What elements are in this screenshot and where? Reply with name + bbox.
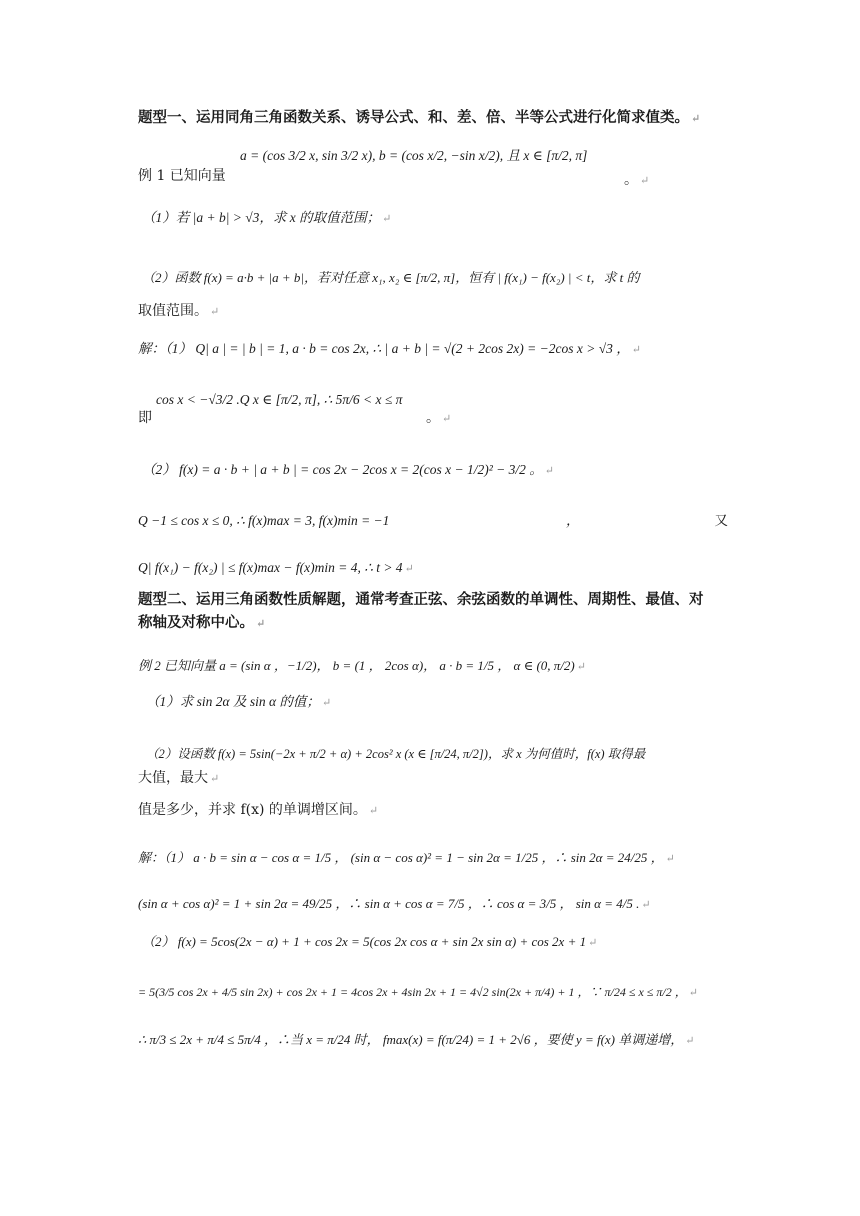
example1-solution1-end: 。 ↵ <box>426 410 452 426</box>
example1-label: 例 1 已知向量 <box>138 168 226 184</box>
example2-statement: 例 2 已知向量 a = (sin α ，−1/2)， b = (1 ， 2cos α)， a · b = 1/5 ， α ∈ (0, π/2) ↵ <box>138 658 586 673</box>
example2-solution3: （2） f(x) = 5cos(2x − α) + 1 + cos 2x = 5(cos 2x cos α + sin 2x sin α) + cos 2x + 1 ↵ <box>142 934 598 949</box>
example1-solution3: Q −1 ≤ cos x ≤ 0, ∴ f(x)max = 3, f(x)min = −1 ， 又 <box>138 511 728 531</box>
solution3-right-word: 又 <box>714 513 728 528</box>
heading-type-two-cont: 称轴及对称中心。 ↵ <box>138 614 266 631</box>
example2-solution5: ∴ π/3 ≤ 2x + π/4 ≤ 5π/4 ，∴当 x = π/24 时， fmax(x) = f(π/24) = 1 + 2√6 ，要使 y = f(x) 单调递增， ↵ <box>138 1032 695 1047</box>
heading-type-one: 题型一、运用同角三角函数关系、诱导公式、和、差、倍、半等公式进行化简求值类。 ↵ <box>138 109 701 126</box>
example1-vector-formula: a = (cos 3/2 x, sin 3/2 x), b = (cos x/2, −sin x/2), 且 x ∈ [π/2, π] <box>240 148 588 163</box>
example1-question2-cont: 取值范围。 ↵ <box>138 303 220 319</box>
example1-solution4: Q| f(x₁) − f(x₂) | ≤ f(x)max − f(x)min = 4, ∴ t > 4 ↵ <box>138 560 414 575</box>
example1-question1: （1）若 |a + b| > √3，求 x 的取值范围； ↵ <box>142 210 392 225</box>
example2-question1: （1）求 sin 2α 及 sin α 的值； ↵ <box>146 694 332 709</box>
example1-solution1-label: 即 <box>138 410 152 426</box>
heading-type-two: 题型二、运用三角函数性质解题，通常考查正弦、余弦函数的单调性、周期性、最值、对 <box>138 591 704 608</box>
example1-solution1: 解：（1） Q| a | = | b | = 1, a · b = cos 2x, ∴ | a + b | = √(2 + 2cos 2x) = −2cos x > √3 ， ↵ <box>138 341 641 356</box>
example1-solution2: （2） f(x) = a · b + | a + b | = cos 2x − 2cos x = 2(cos x − 1/2)² − 3/2 。 ↵ <box>142 462 555 477</box>
example2-question2: （2）设函数 f(x) = 5sin(−2x + π/2 + α) + 2cos² x (x ∈ [π/24, π/2])，求 x 为何值时，f(x) 取得最 <box>146 747 646 761</box>
example1-end: 。 ↵ <box>624 172 650 188</box>
example2-solution2: (sin α + cos α)² = 1 + sin 2α = 49/25 ，∴ sin α + cos α = 7/5 ，∴ cos α = 3/5 ， sin α = 4/5 . ↵ <box>138 896 651 911</box>
example2-question2-cont: 大值，最大 ↵ <box>138 770 220 786</box>
example2-question2-cont2: 值是多少，并求 f(x) 的单调增区间。 ↵ <box>138 802 379 818</box>
example1-solution1-formula: cos x < −√3/2 .Q x ∈ [π/2, π], ∴ 5π/6 < x ≤ π <box>156 392 403 407</box>
example2-solution1: 解：（1） a · b = sin α − cos α = 1/5 ， (sin α − cos α)² = 1 − sin 2α = 1/25 ，∴ sin 2α = 24/25 ， ↵ <box>138 850 675 865</box>
example2-solution4: = 5(3/5 cos 2x + 4/5 sin 2x) + cos 2x + 1 = 4cos 2x + 4sin 2x + 1 = 4√2 sin(2x + π/4) + 1 ，∵ π/24 ≤ x ≤ π/2 ， ↵ <box>138 985 698 999</box>
solution3-comma: ， <box>566 513 580 528</box>
example1-question2: （2）函数 f(x) = a·b + |a + b|，若对任意 x₁, x₂ ∈ [π/2, π]，恒有 | f(x₁) − f(x₂) | < t，求 t 的 <box>142 270 640 285</box>
